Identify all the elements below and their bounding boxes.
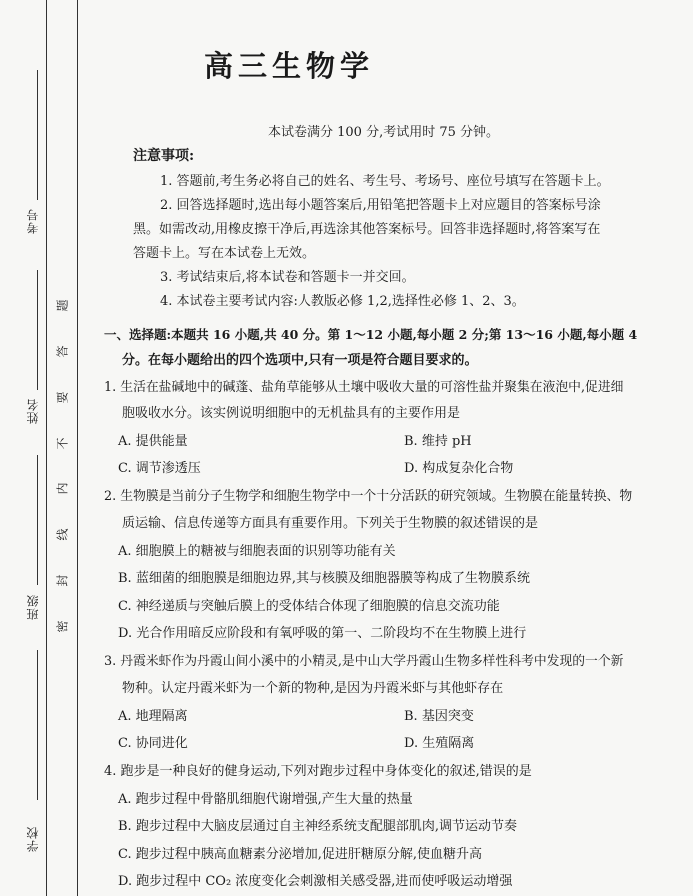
question-stem: 物种。认定丹霞米虾为一个新的物种,是因为丹霞米虾与其他虾存在 xyxy=(122,681,504,696)
option: D. 构成复杂化合物 xyxy=(404,461,514,476)
option: B. 蓝细菌的细胞膜是细胞边界,其与核膜及细胞器膜等构成了生物膜系统 xyxy=(118,571,530,586)
option: B. 维持 pH xyxy=(404,434,472,449)
seal-char: 线 xyxy=(55,528,70,541)
option: C. 神经递质与突触后膜上的受体结合体现了细胞膜的信息交流功能 xyxy=(118,599,500,614)
exam-no-fill-line xyxy=(37,70,38,200)
seal-char: 答 xyxy=(55,345,70,358)
seal-char: 封 xyxy=(55,574,70,587)
section-heading-cont: 分。在每小题给出的四个选项中,只有一项是符合题目要求的。 xyxy=(122,353,478,368)
class-label: 班级 xyxy=(26,594,40,620)
option: B. 基因突变 xyxy=(404,709,474,724)
notice-line: 黑。如需改动,用橡皮擦干净后,再选涂其他答案标号。回答非选择题时,将答案写在 xyxy=(133,222,601,237)
option: C. 跑步过程中胰高血糖素分泌增加,促进肝糖原分解,使血糖升高 xyxy=(118,847,483,862)
question-stem: 质运输、信息传递等方面具有重要作用。下列关于生物膜的叙述错误的是 xyxy=(122,516,539,531)
question-stem: 3. 丹霞米虾作为丹霞山间小溪中的小精灵,是中山大学丹霞山生物多样性科考中发现的一个新 xyxy=(104,654,624,669)
notice-line: 1. 答题前,考生务必将自己的姓名、考生号、考场号、座位号填写在答题卡上。 xyxy=(160,174,610,189)
score-info: 本试卷满分 100 分,考试用时 75 分钟。 xyxy=(268,125,500,140)
margin-rule-inner xyxy=(77,0,78,896)
class-fill-line xyxy=(37,455,38,585)
seal-char: 题 xyxy=(55,299,70,312)
option: D. 光合作用暗反应阶段和有氧呼吸的第一、二阶段均不在生物膜上进行 xyxy=(118,626,527,641)
option: C. 协同进化 xyxy=(118,736,188,751)
question-stem: 2. 生物膜是当前分子生物学和细胞生物学中一个十分活跃的研究领域。生物膜在能量转换、物 xyxy=(104,489,633,504)
notice-line: 2. 回答选择题时,选出每小题答案后,用铅笔把答题卡上对应题目的答案标号涂 xyxy=(160,198,601,213)
exam-title: 高三生物学 xyxy=(204,49,375,83)
exam-no-label: 考号 xyxy=(26,208,40,234)
question-stem: 1. 生活在盐碱地中的碱蓬、盐角草能够从土壤中吸收大量的可溶性盐并聚集在液泡中,促进细 xyxy=(104,380,624,395)
seal-char: 内 xyxy=(55,482,70,495)
question-stem: 4. 跑步是一种良好的健身运动,下列对跑步过程中身体变化的叙述,错误的是 xyxy=(104,764,532,779)
option: D. 跑步过程中 CO₂ 浓度变化会刺激相关感受器,进而使呼吸运动增强 xyxy=(118,874,513,889)
notice-line: 4. 本试卷主要考试内容:人教版必修 1,2,选择性必修 1、2、3。 xyxy=(160,294,525,309)
option: A. 细胞膜上的糖被与细胞表面的识别等功能有关 xyxy=(118,544,396,559)
margin-rule-outer xyxy=(46,0,47,896)
seal-char: 密 xyxy=(55,620,70,633)
option: A. 跑步过程中骨骼肌细胞代谢增强,产生大量的热量 xyxy=(118,792,413,807)
name-fill-line xyxy=(37,270,38,390)
seal-char: 要 xyxy=(55,391,70,404)
section-heading: 一、选择题:本题共 16 小题,共 40 分。第 1～12 小题,每小题 2 分;第 13～16 小题,每小题 4 xyxy=(104,327,638,342)
notice-line: 3. 考试结束后,将本试卷和答题卡一并交回。 xyxy=(160,270,415,285)
option: B. 跑步过程中大脑皮层通过自主神经系统支配腿部肌肉,调节运动节奏 xyxy=(118,819,517,834)
notice-heading: 注意事项: xyxy=(133,148,195,164)
option: D. 生殖隔离 xyxy=(404,736,475,751)
school-fill-line xyxy=(37,650,38,800)
question-stem: 胞吸收水分。该实例说明细胞中的无机盐具有的主要作用是 xyxy=(122,406,461,421)
seal-char: 不 xyxy=(55,437,70,450)
binding-margin xyxy=(0,0,100,896)
notice-line: 答题卡上。写在本试卷上无效。 xyxy=(133,246,316,261)
option: C. 调节渗透压 xyxy=(118,461,201,476)
option: A. 地理隔离 xyxy=(118,709,188,724)
school-label: 学校 xyxy=(26,826,40,852)
name-label: 姓名 xyxy=(26,398,40,424)
option: A. 提供能量 xyxy=(118,434,188,449)
